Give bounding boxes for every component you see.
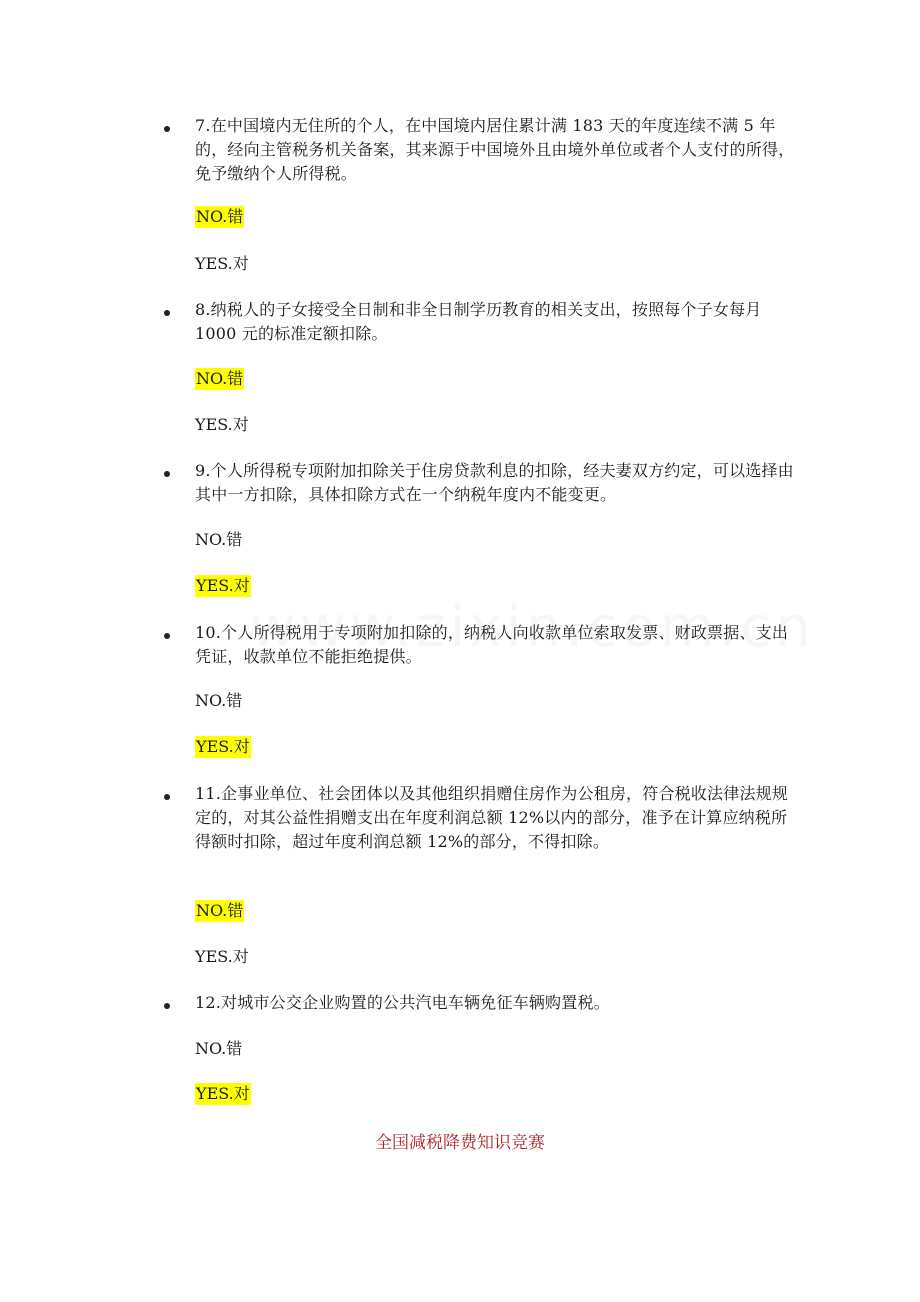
bullet-icon (164, 794, 170, 800)
footer-title: 全国减税降费知识竞赛 (375, 1133, 545, 1153)
option-yes[interactable]: YES.对 (196, 1084, 250, 1103)
bullet-icon (164, 471, 170, 477)
option-no[interactable]: NO.错 (196, 369, 244, 388)
question-text: 7.在中国境内无住所的个人，在中国境内居住累计满 183 天的年度连续不满 5 年的，经向主管税务机关备案，其来源于中国境外且由境外单位或者个人支付的所得，免予缴纳个人所得税。 (195, 116, 795, 183)
bullet-icon (164, 633, 170, 639)
question-text: 9.个人所得税专项附加扣除关于住房贷款利息的扣除，经夫妻双方约定，可以选择由其中一方扣除，具体扣除方式在一个纳税年度内不能变更。 (195, 461, 794, 504)
question-text: 12.对城市公交企业购置的公共汽电车辆免征车辆购置税。 (195, 993, 610, 1012)
option-no[interactable]: NO.错 (196, 207, 244, 226)
question-text: 8.纳税人的子女接受全日制和非全日制学历教育的相关支出，按照每个子女每月 1000 元的标准定额扣除。 (195, 300, 762, 343)
option-no[interactable]: NO.错 (195, 1039, 243, 1058)
question-text: 11.企事业单位、社会团体以及其他组织捐赠住房作为公租房，符合税收法律法规规定的，对其公益性捐赠支出在年度利润总额 12%以内的部分，准予在计算应纳税所得额时扣除，超过年度利润总额 12%的部分，不得扣除。 (195, 784, 789, 851)
option-no[interactable]: NO.错 (195, 530, 243, 549)
bullet-icon (164, 310, 170, 316)
option-yes[interactable]: YES.对 (195, 947, 249, 966)
option-yes[interactable]: YES.对 (196, 737, 250, 756)
option-no[interactable]: NO.错 (195, 691, 243, 710)
question-text: 10.个人所得税用于专项附加扣除的，纳税人向收款单位索取发票、财政票据、支出凭证，收款单位不能拒绝提供。 (195, 623, 789, 666)
option-yes[interactable]: YES.对 (196, 576, 250, 595)
bullet-icon (164, 1003, 170, 1009)
bullet-icon (164, 126, 170, 132)
option-no[interactable]: NO.错 (196, 901, 244, 920)
option-yes[interactable]: YES.对 (195, 415, 249, 434)
option-yes[interactable]: YES.对 (195, 254, 249, 273)
